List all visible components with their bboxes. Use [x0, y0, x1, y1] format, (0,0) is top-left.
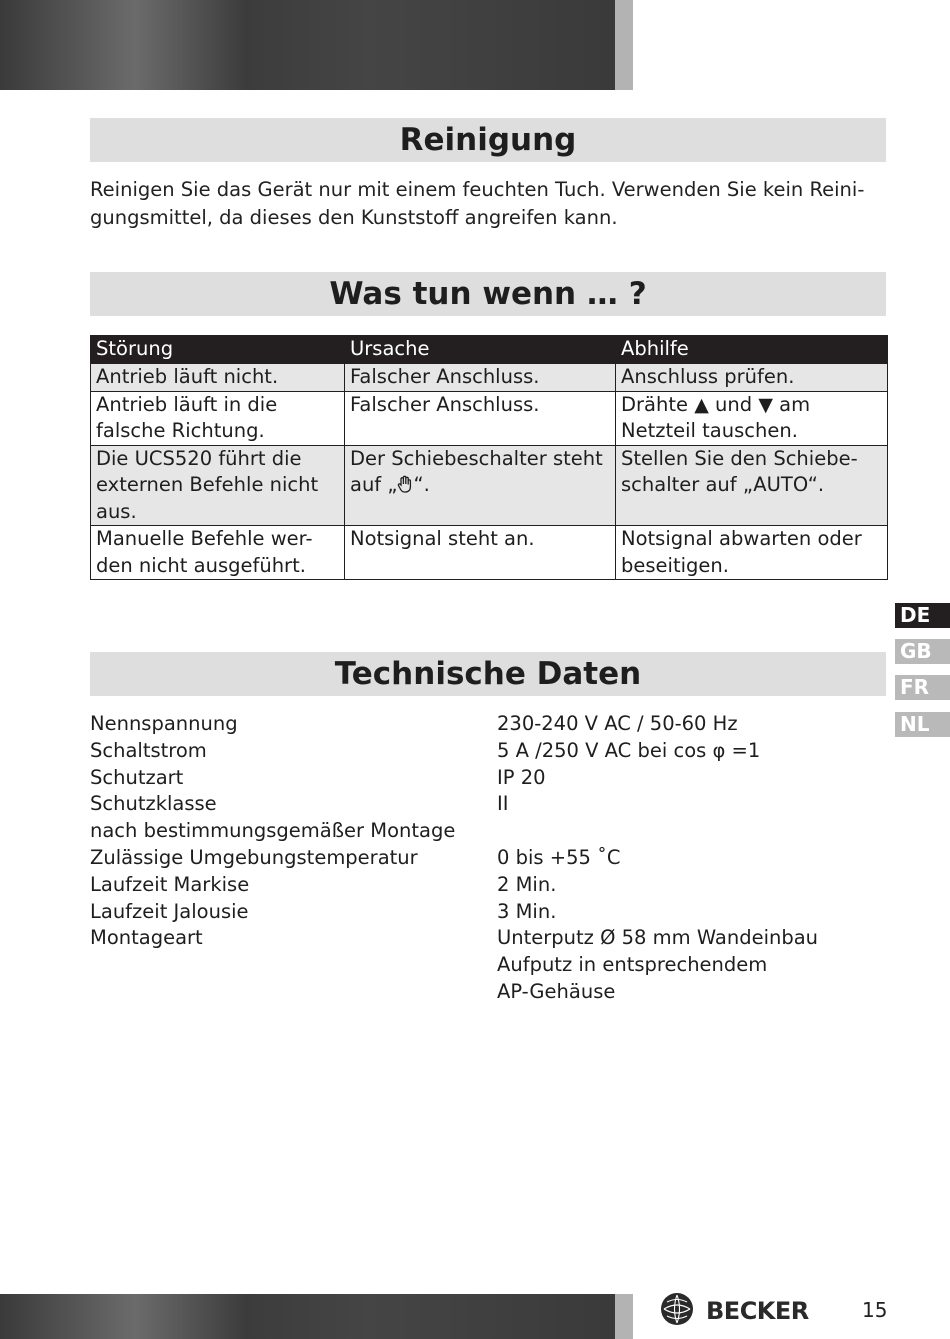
cell-ursache: Notsignal steht an.: [345, 526, 616, 580]
cell-abhilfe: Stellen Sie den Schiebe-schalter auf „AUTO“.: [616, 445, 888, 526]
brand-logo: [660, 1294, 809, 1328]
cell-stoerung: Antrieb läuft nicht.: [91, 364, 345, 392]
spec-label: Laufzeit Jalousie: [90, 899, 249, 923]
top-decor-bar: [0, 0, 615, 90]
spec-value: 230-240 V AC / 50-60 Hz: [497, 712, 738, 735]
cell-stoerung: Manuelle Befehle wer-den nicht ausgeführt.: [91, 526, 345, 580]
becker-emblem-icon: [660, 1292, 694, 1330]
ursache-prefix: Der Schiebeschalter steht auf „: [350, 446, 603, 496]
spec-row: [90, 738, 850, 765]
spec-value: 2 Min.: [497, 872, 557, 896]
spec-label: Montageart: [90, 926, 203, 950]
language-tab-fr[interactable]: FR: [895, 675, 950, 700]
bottom-decor-bar-edge: [615, 1294, 633, 1339]
brand-name: BECKER: [706, 1297, 809, 1325]
spec-row: [90, 711, 850, 738]
cell-ursache: Falscher Anschluss.: [345, 364, 616, 392]
spec-value: AP-Gehäuse: [497, 979, 616, 1003]
language-tab-de[interactable]: DE: [895, 603, 950, 628]
spec-list: [90, 711, 850, 1006]
spec-label: Schutzklasse: [90, 792, 217, 816]
spec-value: 3 Min.: [497, 899, 557, 923]
troubleshooting-table: [90, 335, 888, 580]
hand-icon: [397, 473, 413, 496]
spec-label: nach bestimmungsgemäßer Montage: [90, 819, 456, 843]
cell-stoerung: Antrieb läuft in die falsche Richtung.: [91, 391, 345, 445]
section-heading-reinigung: Reinigung: [90, 118, 886, 162]
section-heading-troubleshooting: Was tun wenn … ?: [90, 272, 886, 316]
spec-label: Nennspannung: [90, 712, 238, 735]
abhilfe-mid: und: [715, 392, 753, 416]
table-row: [91, 445, 888, 526]
triangle-up-icon: ▲: [694, 393, 709, 416]
spec-row: [90, 845, 850, 872]
abhilfe-prefix: Drähte: [621, 392, 688, 416]
spec-label: [90, 979, 497, 1006]
cell-abhilfe: [616, 391, 888, 445]
triangle-down-icon: ▼: [758, 393, 773, 416]
spec-row: [90, 979, 850, 1006]
column-header-stoerung: Störung: [91, 336, 345, 364]
table-header-row: [91, 336, 888, 364]
spec-label: Schutzart: [90, 765, 184, 789]
spec-value: IP 20: [497, 765, 546, 789]
spec-value: 5 A /250 V AC bei cos φ =1: [497, 738, 761, 762]
reinigung-text: Reinigen Sie das Gerät nur mit einem feuchten Tuch. Verwenden Sie kein Reini-gungsmittel, da dieses den Kunststoff angreifen kann.: [90, 178, 865, 229]
column-header-ursache: Ursache: [345, 336, 616, 364]
language-tab-gb[interactable]: GB: [895, 639, 950, 664]
spec-row: [90, 952, 850, 979]
cell-ursache: [345, 445, 616, 526]
bottom-decor-bar: [0, 1294, 615, 1339]
spec-value: Aufputz in entsprechendem: [497, 953, 768, 977]
spec-label: Laufzeit Markise: [90, 872, 250, 896]
cell-abhilfe: Notsignal abwarten oder beseitigen.: [616, 526, 888, 580]
table-row: [91, 391, 888, 445]
spec-label: Zulässige Umgebungstemperatur: [90, 845, 418, 869]
section-heading-technische-daten: Technische Daten: [90, 652, 886, 696]
spec-row: [90, 791, 850, 818]
table-row: [91, 364, 888, 392]
spec-row: [90, 765, 850, 792]
language-tab-nl[interactable]: NL: [895, 712, 950, 737]
spec-value: Unterputz Ø 58 mm Wandeinbau: [497, 926, 819, 950]
page-number: 15: [862, 1298, 888, 1322]
column-header-abhilfe: Abhilfe: [616, 336, 888, 364]
spec-value: II: [497, 792, 509, 816]
abhilfe-suffix: am Netzteil tauschen.: [621, 392, 811, 442]
cell-ursache: Falscher Anschluss.: [345, 391, 616, 445]
cell-stoerung: Die UCS520 führt die externen Befehle nicht aus.: [91, 445, 345, 526]
table-row: [91, 526, 888, 580]
spec-value: 0 bis +55 ˚C: [497, 845, 621, 869]
ursache-suffix: “.: [413, 473, 430, 496]
spec-value: [497, 818, 850, 845]
spec-row: [90, 899, 850, 926]
spec-row: [90, 872, 850, 899]
spec-label: Schaltstrom: [90, 738, 207, 762]
cell-abhilfe: Anschluss prüfen.: [616, 364, 888, 392]
spec-row: [90, 925, 850, 952]
spec-row: [90, 818, 850, 845]
spec-label: [90, 952, 497, 979]
top-decor-bar-edge: [615, 0, 633, 90]
